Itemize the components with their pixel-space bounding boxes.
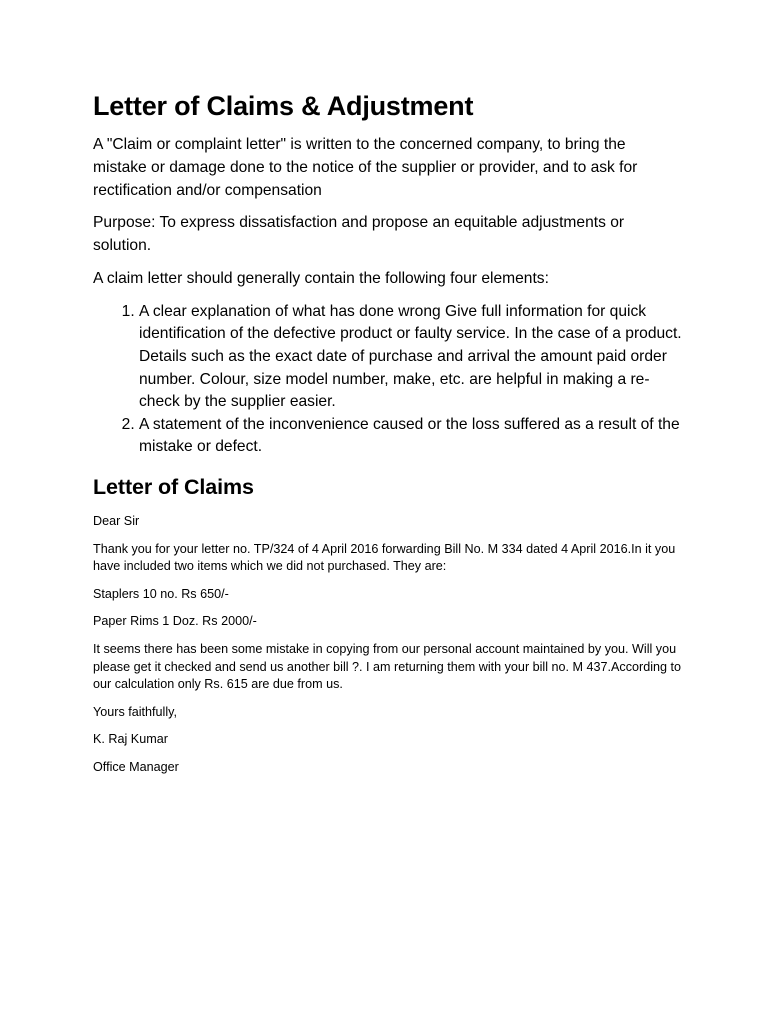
- letter-body: [93, 513, 683, 777]
- intro-paragraph: A "Claim or complaint letter" is written to the concerned company, to bring the mistake or damage done to the notice of the supplier or provider, and to ask for rectification and/or compensation: [93, 136, 638, 199]
- signatory-title: Office Manager: [93, 759, 179, 774]
- letter-item: Paper Rims 1 Doz. Rs 2000/-: [93, 614, 257, 629]
- elements-intro-paragraph: A claim letter should generally contain the following four elements:: [93, 269, 549, 287]
- letter-closing: Yours faithfully,: [93, 704, 178, 719]
- document-title: Letter of Claims & Adjustment: [93, 91, 474, 121]
- list-item: 2. A statement of the inconvenience caused or the loss suffered as a result of the mistake or defect.: [139, 414, 683, 459]
- intro-section: [93, 134, 683, 291]
- purpose-paragraph: Purpose: To express dissatisfaction and propose an equitable adjustments or solution.: [93, 214, 625, 255]
- letter-item: Staplers 10 no. Rs 650/-: [93, 586, 229, 601]
- letter-salutation: Dear Sir: [93, 513, 140, 528]
- letter-paragraph: It seems there has been some mistake in copying from our personal account maintained by you. Will you please get it checked and send us another bill ?. I am returning them with your bill no. M 437.According to our calculation only Rs. 615 are due from us.: [93, 641, 682, 692]
- elements-list: [93, 301, 683, 459]
- signatory-name: K. Raj Kumar: [93, 732, 168, 747]
- document-page: [93, 84, 683, 786]
- letter-paragraph: Thank you for your letter no. TP/324 of 4 April 2016 forwarding Bill No. M 334 dated 4 April 2016.In it you have included two items which we did not purchased. They are:: [93, 541, 676, 574]
- list-item: 1. A clear explanation of what has done wrong Give full information for quick identification of the defective product or faulty service. In the case of a product. Details such as the exact date of purchase and arrival the amount paid order number. Colour, size model number, make, etc. are helpful in making a re-check by the supplier easier.: [139, 301, 683, 414]
- section-heading: Letter of Claims: [93, 474, 254, 499]
